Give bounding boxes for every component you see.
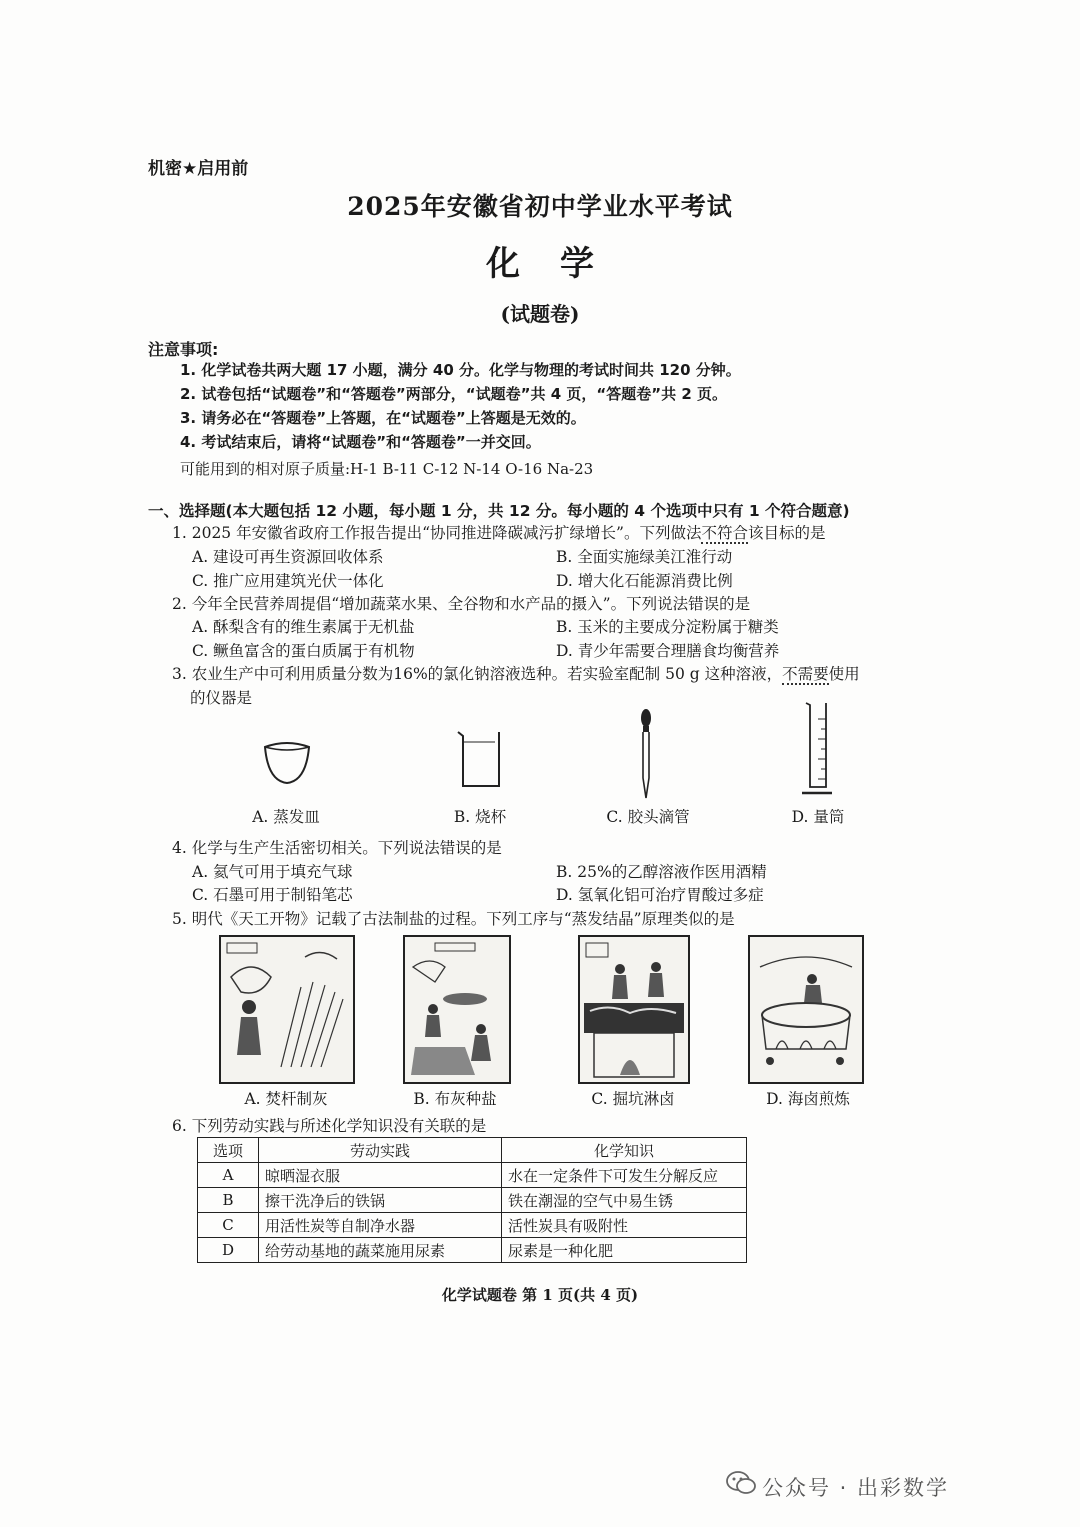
watermark-text: 公众号 · 出彩数学	[762, 1476, 950, 1500]
knowledge-cell: 铁在潮湿的空气中易生锈	[502, 1188, 747, 1213]
option-key-cell: B	[198, 1188, 259, 1213]
question-3-stem	[172, 662, 860, 684]
beaker-icon	[455, 728, 505, 790]
knowledge-cell: 活性炭具有吸附性	[502, 1213, 747, 1238]
subject-title: 化学	[486, 244, 634, 284]
stem-text: 使用	[828, 665, 860, 683]
question-5-stem: 5. 明代《天工开物》记载了古法制盐的过程。下列工序与“蒸发结晶”原理类似的是	[172, 910, 735, 928]
option-d: D. 增大化石能源消费比例	[556, 572, 733, 590]
table-header-row	[198, 1138, 747, 1163]
notice-item: 3. 请务必在“答题卷”上答题，在“试题卷”上答题是无效的。	[180, 409, 586, 427]
confidential-label: 机密★启用前	[148, 159, 249, 179]
notice-item: 2. 试卷包括“试题卷”和“答题卷”两部分，“试题卷”共 4 页，“答题卷”共 2 页。	[180, 385, 727, 403]
column-header: 选项	[198, 1138, 259, 1163]
question-1-stem	[172, 521, 825, 543]
figure-caption: C. 掘坑淋卤	[591, 1090, 675, 1108]
exam-title: 2025年安徽省初中学业水平考试	[347, 192, 733, 221]
stem-text: 该目标的是	[747, 524, 826, 542]
option-d: D. 青少年需要合理膳食均衡营养	[556, 642, 780, 660]
paper-type: (试题卷)	[500, 302, 580, 326]
evaporating-dish-icon	[262, 735, 312, 790]
notice-heading: 注意事项:	[148, 340, 219, 359]
notice-item: 1. 化学试卷共两大题 17 小题，满分 40 分。化学与物理的考试时间共 120 分钟。	[180, 361, 741, 379]
table-row	[198, 1188, 747, 1213]
dropper-icon	[635, 708, 657, 800]
wechat-icon	[726, 1470, 756, 1496]
practice-cell: 擦干洗净后的铁锅	[259, 1188, 502, 1213]
option-b: B. 玉米的主要成分淀粉属于糖类	[556, 618, 779, 636]
table-row	[198, 1238, 747, 1263]
knowledge-cell: 水在一定条件下可发生分解反应	[502, 1163, 747, 1188]
column-header: 劳动实践	[259, 1138, 502, 1163]
section-title: 一、选择题(本大题包括 12 小题，每小题 1 分，共 12 分。每小题的 4 个选项中只有 1 个符合题意)	[148, 502, 850, 520]
option-a: A. 酥梨含有的维生素属于无机盐	[192, 618, 415, 636]
option-key-cell: C	[198, 1213, 259, 1238]
figure-caption: D. 海卤煎炼	[766, 1090, 850, 1108]
page-footer: 化学试题卷 第 1 页(共 4 页)	[441, 1286, 639, 1304]
option-c: C. 石墨可用于制铅笔芯	[192, 886, 353, 904]
option-c: C. 鳜鱼富含的蛋白质属于有机物	[192, 642, 415, 660]
table-row	[198, 1163, 747, 1188]
figure-caption: A. 蒸发皿	[252, 808, 320, 826]
option-b: B. 25%的乙醇溶液作医用酒精	[556, 863, 767, 881]
option-key-cell: D	[198, 1238, 259, 1263]
figure-caption: B. 烧杯	[453, 808, 507, 826]
option-c: C. 推广应用建筑光伏一体化	[192, 572, 384, 590]
woodcut-illustration	[748, 935, 864, 1084]
option-a: A. 建设可再生资源回收体系	[192, 548, 384, 566]
stem-text: 1. 2025 年安徽省政府工作报告提出“协同推进降碳减污扩绿增长”。下列做法	[172, 524, 702, 542]
figure-caption: D. 量筒	[791, 808, 845, 826]
figure-caption: A. 焚杆制灰	[244, 1090, 328, 1108]
question-3-stem-line2: 的仪器是	[190, 689, 253, 707]
question-6-stem: 6. 下列劳动实践与所述化学知识没有关联的是	[172, 1117, 487, 1135]
figure-caption: B. 布灰种盐	[413, 1090, 497, 1108]
stem-text: 3. 农业生产中可利用质量分数为16%的氯化钠溶液选种。若实验室配制 50 g 这种溶液，	[172, 665, 783, 683]
woodcut-illustration	[578, 935, 690, 1084]
knowledge-cell: 尿素是一种化肥	[502, 1238, 747, 1263]
practice-cell: 用活性炭等自制净水器	[259, 1213, 502, 1238]
option-d: D. 氢氧化铝可治疗胃酸过多症	[556, 886, 764, 904]
practice-cell: 给劳动基地的蔬菜施用尿素	[259, 1238, 502, 1263]
column-header: 化学知识	[502, 1138, 747, 1163]
emphasis-text: 不符合	[701, 524, 748, 542]
atomic-masses: 可能用到的相对原子质量:H-1 B-11 C-12 N-14 O-16 Na-23	[180, 460, 594, 478]
woodcut-illustration	[219, 935, 355, 1084]
question-4-stem: 4. 化学与生产生活密切相关。下列说法错误的是	[172, 839, 502, 857]
answer-table	[197, 1137, 747, 1263]
practice-cell: 晾晒湿衣服	[259, 1163, 502, 1188]
woodcut-illustration	[403, 935, 511, 1084]
figure-caption: C. 胶头滴管	[606, 808, 690, 826]
table-row	[198, 1213, 747, 1238]
measuring-cylinder-icon	[798, 699, 834, 797]
option-b: B. 全面实施绿美江淮行动	[556, 548, 733, 566]
option-key-cell: A	[198, 1163, 259, 1188]
option-a: A. 氦气可用于填充气球	[192, 863, 353, 881]
notice-item: 4. 考试结束后，请将“试题卷”和“答题卷”一并交回。	[180, 433, 541, 451]
question-2-stem: 2. 今年全民营养周提倡“增加蔬菜水果、全谷物和水产品的摄入”。下列说法错误的是	[172, 595, 751, 613]
emphasis-text: 不需要	[782, 665, 829, 683]
